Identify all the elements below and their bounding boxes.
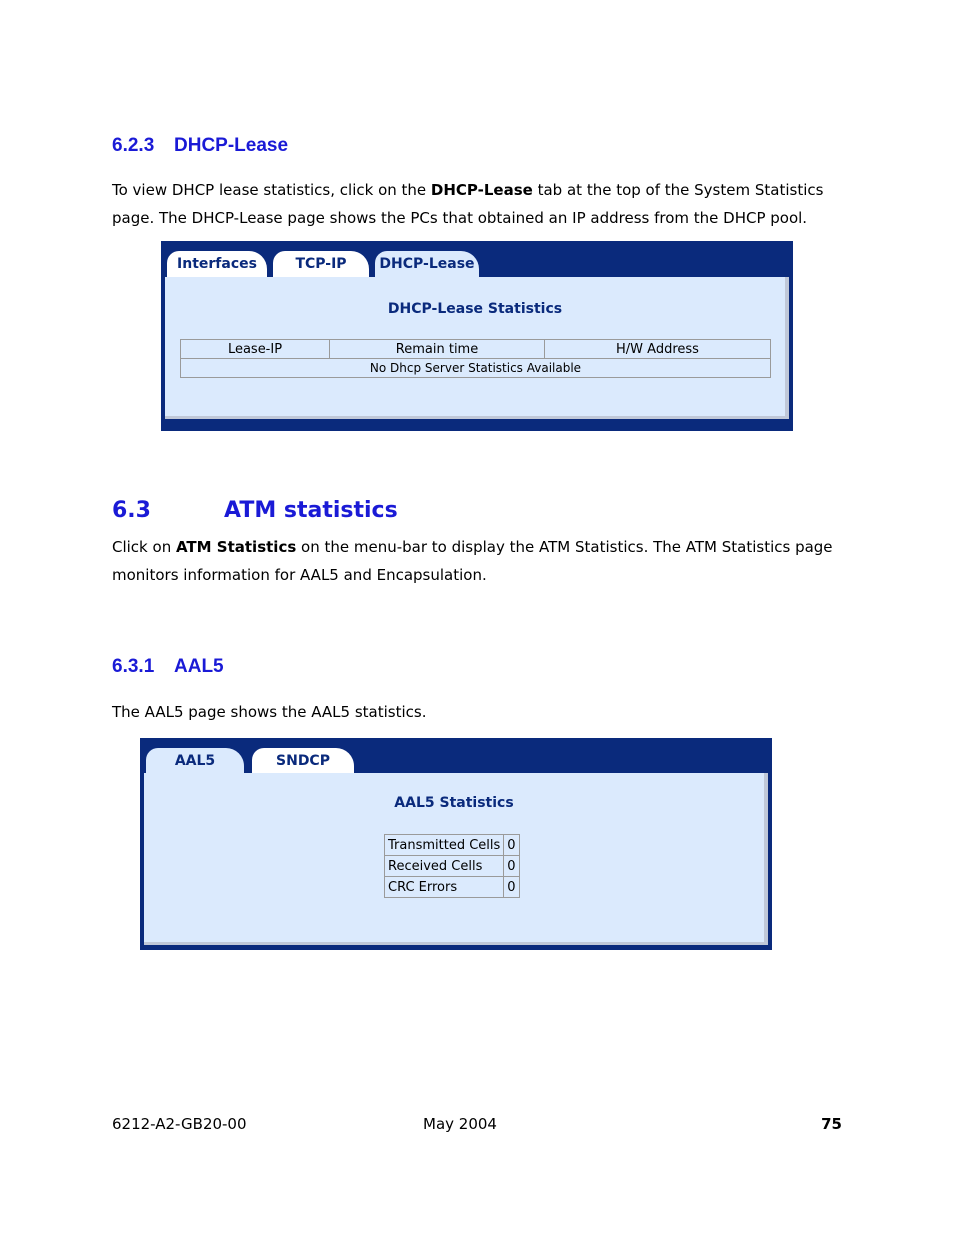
stat-value: 0 <box>504 877 519 898</box>
dhcp-lease-table <box>180 339 771 378</box>
para-text: To view DHCP lease statistics, click on the <box>112 181 431 199</box>
tab-dhcp-lease[interactable]: DHCP-Lease <box>375 251 479 277</box>
section-heading-6-3 <box>112 498 398 523</box>
section-title: AAL5 <box>174 656 224 677</box>
aal5-paragraph: The AAL5 page shows the AAL5 statistics. <box>112 703 427 721</box>
section-title: ATM statistics <box>224 498 398 523</box>
section-number: 6.2.3 <box>112 135 155 156</box>
column-header: Lease-IP <box>181 340 330 359</box>
stat-value: 0 <box>504 856 519 877</box>
footer-doc-id: 6212-A2-GB20-00 <box>112 1115 247 1133</box>
section-heading-6-2-3 <box>112 135 288 157</box>
stat-value: 0 <box>504 835 519 856</box>
dhcp-panel <box>165 277 789 419</box>
para-text: on the menu-bar to display the ATM Statistics. The ATM Statistics page monitors information for AAL5 and Encapsulation. <box>112 538 833 584</box>
section-number: 6.3.1 <box>112 656 155 677</box>
panel-title: DHCP-Lease Statistics <box>387 301 563 317</box>
para-bold: ATM Statistics <box>175 538 297 556</box>
footer-page-number: 75 <box>821 1115 842 1133</box>
section-heading-6-3-1 <box>112 656 224 678</box>
para-text: Click on <box>112 538 176 556</box>
table-row <box>385 835 520 856</box>
tab-tcp-ip[interactable]: TCP-IP <box>273 251 369 277</box>
dhcp-lease-paragraph <box>112 176 852 232</box>
table-row <box>385 877 520 898</box>
stat-label: CRC Errors <box>385 877 504 898</box>
dhcp-lease-screenshot <box>161 241 793 431</box>
tab-bar <box>140 738 772 774</box>
para-text: tab at the top of the System Statistics page. The DHCP-Lease page shows the PCs that obtained an IP address from the DHCP pool. <box>112 181 824 227</box>
empty-message: No Dhcp Server Statistics Available <box>181 359 771 378</box>
column-header: Remain time <box>330 340 545 359</box>
footer-date: May 2004 <box>423 1115 497 1133</box>
stat-label: Transmitted Cells <box>385 835 504 856</box>
tab-sndcp[interactable]: SNDCP <box>252 748 354 774</box>
table-header-row <box>181 340 771 359</box>
table-row <box>181 359 771 378</box>
tab-bar <box>161 241 793 277</box>
section-title: DHCP-Lease <box>174 135 289 156</box>
aal5-stats-table <box>384 834 520 898</box>
aal5-panel <box>144 773 768 945</box>
aal5-screenshot <box>140 738 772 950</box>
column-header: H/W Address <box>545 340 771 359</box>
section-number: 6.3 <box>112 498 151 523</box>
tab-aal5[interactable]: AAL5 <box>146 748 244 774</box>
atm-statistics-paragraph <box>112 533 852 589</box>
stat-label: Received Cells <box>385 856 504 877</box>
panel-title: AAL5 Statistics <box>394 795 514 811</box>
table-row <box>385 856 520 877</box>
tab-interfaces[interactable]: Interfaces <box>167 251 267 277</box>
para-bold: DHCP-Lease <box>430 181 533 199</box>
